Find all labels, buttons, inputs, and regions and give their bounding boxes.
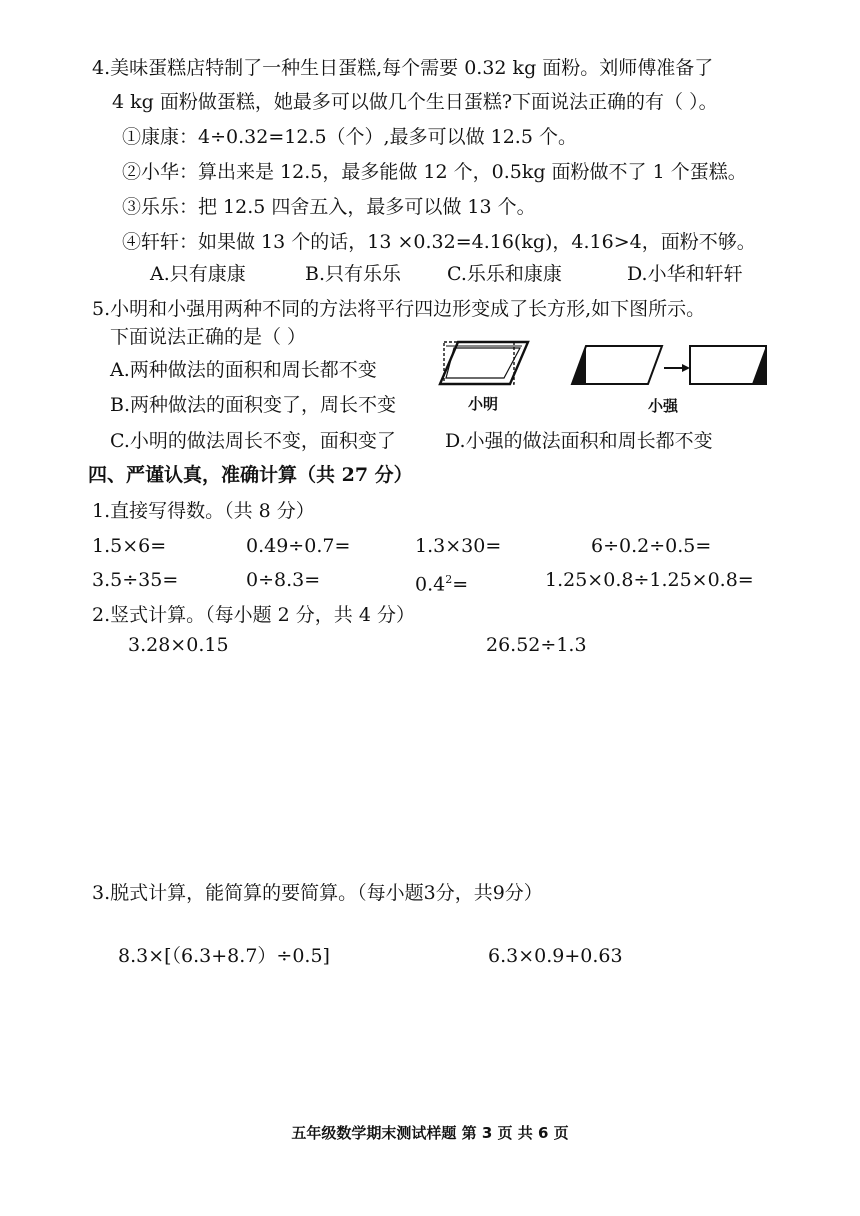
calc-2-3: $0.4^2=$ [415,573,469,596]
q5-option-a: A.两种做法的面积和周长都不变 [110,359,377,381]
calc-1-2: 0.49÷0.7= [246,535,351,557]
stepwise-calc-1: 8.3×[（6.3+8.7）÷0.5] [118,945,330,967]
calc-2-2: 0÷8.3= [246,569,321,591]
stepwise-calc-2: 6.3×0.9+0.63 [488,945,623,967]
vertical-calc-2: 26.52÷1.3 [486,634,587,656]
q5-line2: 下面说法正确的是（ ） [110,326,307,348]
part3-title: 3.脱式计算，能简算的要简算。（每小题3分，共9分） [92,882,543,904]
q4-option-c: C.乐乐和康康 [447,263,562,285]
part1-title: 1.直接写得数。（共 8 分） [92,500,315,522]
q4-option-d: D.小华和轩轩 [627,263,743,285]
vertical-calc-1: 3.28×0.15 [128,634,229,656]
page-footer: 五年级数学期末测试样题 第 3 页 共 6 页 [291,1124,569,1142]
q5-option-b: B.两种做法的面积变了，周长不变 [110,394,397,416]
calc-1-4: 6÷0.2÷0.5= [591,535,712,557]
q5-option-c: C.小明的做法周长不变，面积变了 [110,430,396,452]
q4-statement-2: ②小华：算出来是 12.5，最多能做 12 个，0.5kg 面粉做不了 1 个蛋糕。 [122,161,747,183]
q4-statement-4: ④轩轩：如果做 13 个的话，13 ×0.32=4.16(kg)，4.16>4，面粉不够。 [122,231,756,253]
q4-statement-3: ③乐乐：把 12.5 四舍五入，最多可以做 13 个。 [122,196,536,218]
q4-line1: 4.美味蛋糕店特制了一种生日蛋糕,每个需要 0.32 kg 面粉。刘师傅准备了 [92,57,714,79]
calc-1-1: 1.5×6= [92,535,167,557]
xiaoming-label: 小明 [468,395,499,413]
q4-line2: 4 kg 面粉做蛋糕，她最多可以做几个生日蛋糕?下面说法正确的有（ ）。 [112,91,718,113]
xiaoming-figure [436,336,532,390]
q4-option-a: A.只有康康 [150,263,246,285]
calc-2-4: 1.25×0.8÷1.25×0.8= [545,569,754,591]
xiaoqiang-figure [566,344,770,388]
section4-title: 四、严谨认真，准确计算（共 27 分） [88,464,413,486]
q5-line1: 5.小明和小强用两种不同的方法将平行四边形变成了长方形,如下图所示。 [92,298,706,320]
calc-2-1: 3.5÷35= [92,569,179,591]
xiaoqiang-label: 小强 [648,397,679,415]
q4-statement-1: ①康康：4÷0.32=12.5（个）,最多可以做 12.5 个。 [122,126,577,148]
calc-1-3: 1.3×30= [415,535,502,557]
q4-option-b: B.只有乐乐 [305,263,402,285]
part2-title: 2.竖式计算。（每小题 2 分，共 4 分） [92,604,415,626]
q5-option-d: D.小强的做法面积和周长都不变 [445,430,713,452]
